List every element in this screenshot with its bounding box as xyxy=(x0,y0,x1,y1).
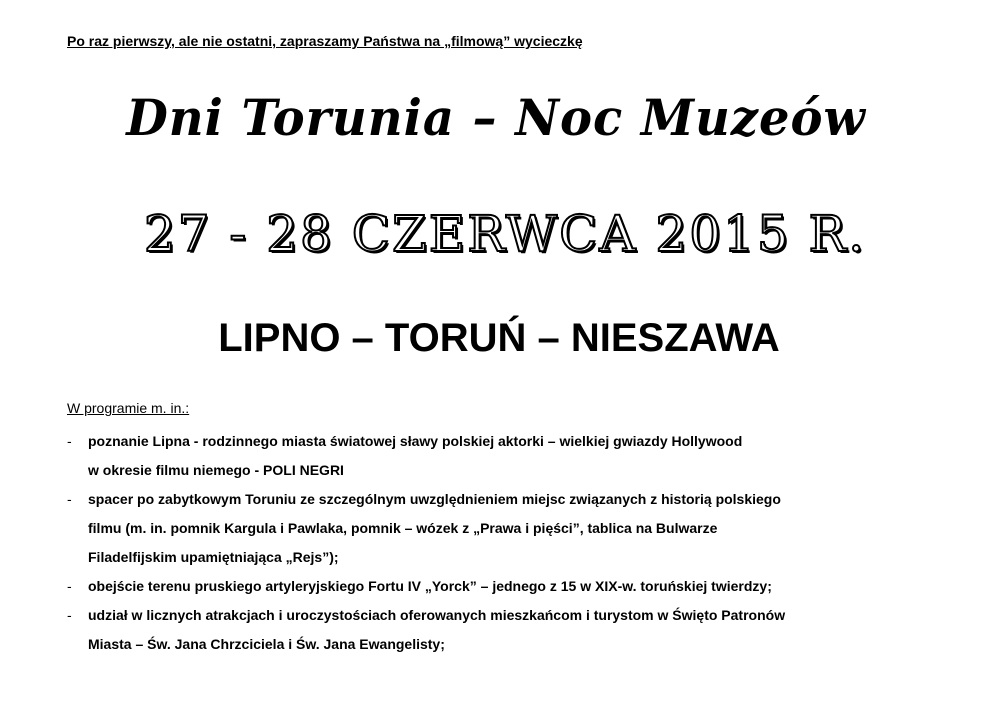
event-title: Dni Torunia – Noc Muzeów xyxy=(126,88,866,147)
program-line: poznanie Lipna - rodzinnego miasta światowej sławy polskiej aktorki – wielkiej gwiazdy Hollywood xyxy=(88,433,743,449)
program-line: Miasta – Św. Jana Chrzciciela i Św. Jana Ewangelisty; xyxy=(88,636,445,652)
program-heading: W programie m. in.: xyxy=(67,400,190,416)
event-date: 27 - 28 CZERWCA 2015 R. xyxy=(143,205,867,263)
list-dash: - xyxy=(67,578,72,594)
intro-text: Po raz pierwszy, ale nie ostatni, zapraszamy Państwa na „filmową” wycieczkę xyxy=(67,33,583,49)
program-item xyxy=(67,601,947,659)
trip-route: LIPNO – TORUŃ – NIESZAWA xyxy=(218,316,780,360)
program-line: udział w licznych atrakcjach i uroczystościach oferowanych mieszkańcom i turystom w Święto Patronów xyxy=(88,607,786,623)
program-line: filmu (m. in. pomnik Kargula i Pawlaka, pomnik – wózek z „Prawa i pięści”, tablica na Bulwarze xyxy=(88,520,718,536)
program-item xyxy=(67,427,947,485)
program-list xyxy=(67,427,947,659)
program-item xyxy=(67,572,947,601)
program-line: Filadelfijskim upamiętniająca „Rejs”); xyxy=(88,549,339,565)
program-line: spacer po zabytkowym Toruniu ze szczególnym uwzględnieniem miejsc związanych z historią polskiego xyxy=(88,491,781,507)
program-item xyxy=(67,485,947,572)
list-dash: - xyxy=(67,491,72,507)
program-line: obejście terenu pruskiego artyleryjskiego Fortu IV „Yorck” – jednego z 15 w XIX-w. toruńskiej twierdzy; xyxy=(88,578,772,594)
list-dash: - xyxy=(67,607,72,623)
program-line: w okresie filmu niemego - POLI NEGRI xyxy=(88,462,344,478)
list-dash: - xyxy=(67,433,72,449)
